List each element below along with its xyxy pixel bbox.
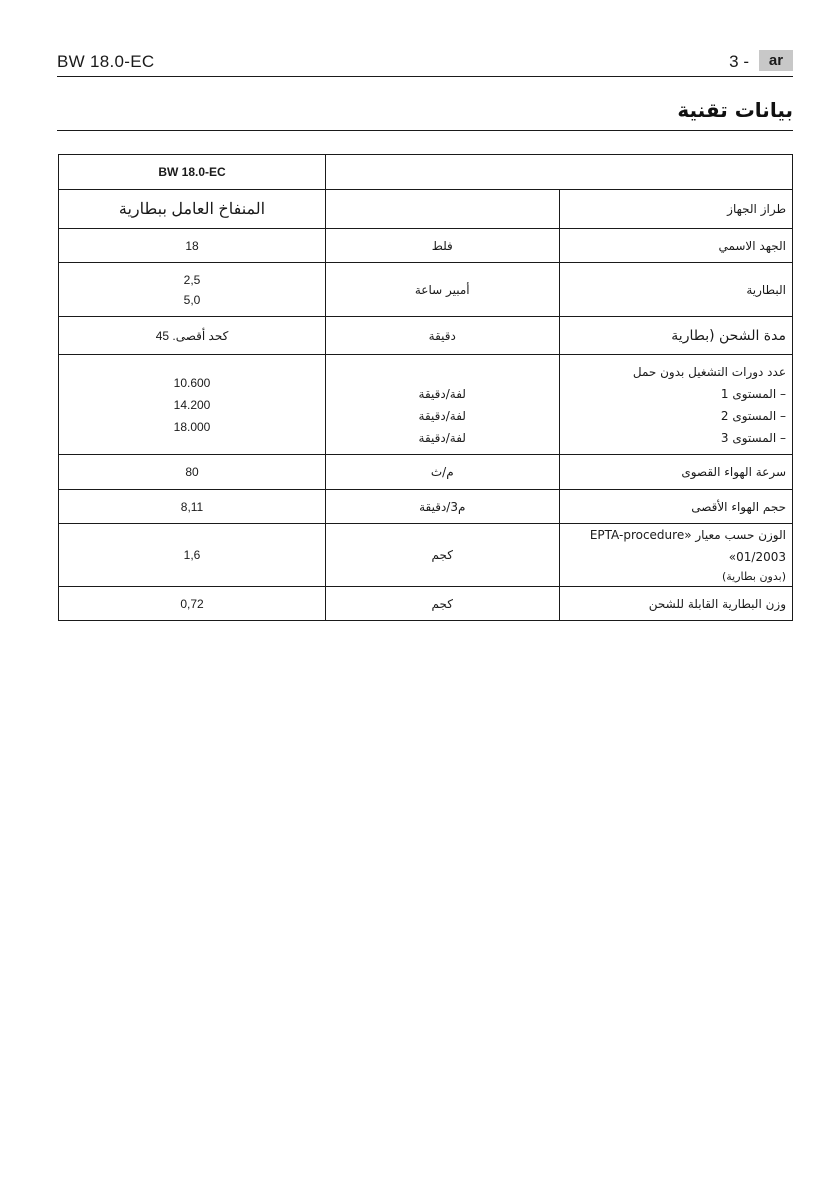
table-row xyxy=(59,263,793,317)
battery-value-2: 5,0 xyxy=(183,292,201,307)
no-load-unit-2: لفة/دقيقة xyxy=(418,408,466,423)
charge-time-prefix: كحد أقصى. xyxy=(172,328,229,343)
table-row xyxy=(59,587,793,621)
charge-time-value xyxy=(59,317,326,355)
weight-note: (بدون بطارية) xyxy=(721,570,786,583)
battery-value-1: 2,5 xyxy=(183,272,201,287)
no-load-unit-1: لفة/دقيقة xyxy=(418,386,466,401)
table-row xyxy=(59,524,793,587)
value-cell xyxy=(59,190,326,229)
air-speed-unit: م/ث xyxy=(326,455,560,490)
label-battery-weight: وزن البطارية القابلة للشحن xyxy=(559,587,793,621)
table-row xyxy=(59,355,793,455)
weight-label-text: الوزن حسب معيار «EPTA-procedure 01/2003» xyxy=(589,528,786,564)
no-load-value-1: 10.600 xyxy=(173,375,211,390)
label-charge-time-text: مدة الشحن (بطارية xyxy=(671,327,786,344)
model-header-cell: BW 18.0-EC xyxy=(59,155,326,190)
label-no-load xyxy=(559,355,793,455)
unit-cell xyxy=(326,190,560,229)
air-speed-value: 80 xyxy=(59,455,326,490)
no-load-value-2: 14.200 xyxy=(173,397,211,412)
page-header xyxy=(57,50,793,77)
label-device-type: طراز الجهاز xyxy=(559,190,793,229)
no-load-values xyxy=(59,355,326,455)
empty-header-cell xyxy=(326,155,793,190)
weight-value: 1,6 xyxy=(59,524,326,587)
charge-time-number: 45 xyxy=(155,328,170,343)
title-divider xyxy=(57,130,793,131)
level-3-label: – المستوى 3 xyxy=(720,430,786,445)
label-battery: البطارية xyxy=(559,263,793,317)
table-row xyxy=(59,490,793,524)
label-air-speed: سرعة الهواء القصوى xyxy=(559,455,793,490)
table-row xyxy=(59,317,793,355)
no-load-title: عدد دورات التشغيل بدون حمل xyxy=(632,364,786,379)
level-1-label: – المستوى 1 xyxy=(720,386,786,401)
battery-weight-value: 0,72 xyxy=(59,587,326,621)
label-air-volume: حجم الهواء الأقصى xyxy=(559,490,793,524)
air-volume-value: 8,11 xyxy=(59,490,326,524)
language-badge: ar xyxy=(759,50,793,71)
header-model: BW 18.0-EC xyxy=(57,52,155,71)
device-type-value: المنفاخ العامل ببطارية xyxy=(118,201,266,218)
air-volume-unit: م3/دقيقة xyxy=(326,490,560,524)
battery-unit: أمبير ساعة xyxy=(326,263,560,317)
spec-table xyxy=(58,154,793,621)
section-title: بيانات تقنية xyxy=(677,98,793,122)
label-weight xyxy=(559,524,793,587)
page-number: 3 - xyxy=(729,52,749,71)
table-row xyxy=(59,455,793,490)
no-load-value-3: 18.000 xyxy=(173,419,211,434)
battery-weight-unit: كجم xyxy=(326,587,560,621)
level-2-label: – المستوى 2 xyxy=(720,408,786,423)
table-row xyxy=(59,190,793,229)
table-row xyxy=(59,155,793,190)
label-voltage: الجهد الاسمي xyxy=(559,229,793,263)
no-load-unit-3: لفة/دقيقة xyxy=(418,430,466,445)
no-load-units xyxy=(326,355,560,455)
charge-time-unit: دقيقة xyxy=(326,317,560,355)
table-row xyxy=(59,229,793,263)
voltage-value: 18 xyxy=(59,229,326,263)
voltage-unit: فلط xyxy=(326,229,560,263)
label-charge-time xyxy=(559,317,793,355)
weight-unit: كجم xyxy=(326,524,560,587)
battery-values xyxy=(59,263,326,317)
